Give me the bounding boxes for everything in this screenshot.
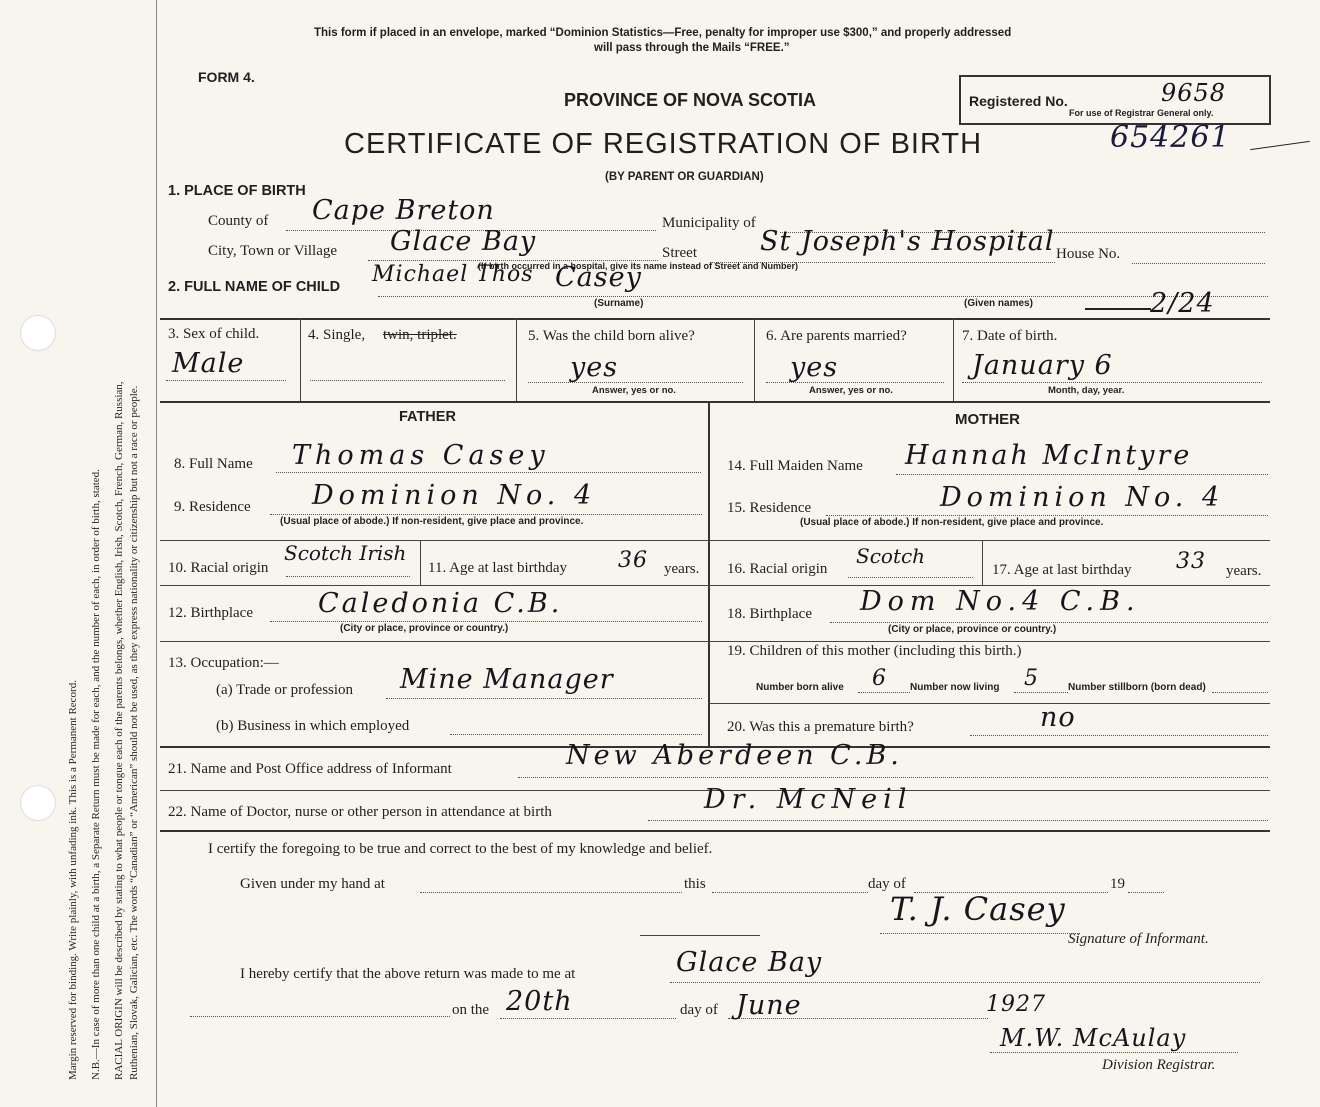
form-number: FORM 4. — [198, 69, 255, 85]
registrar-signature-line — [990, 1052, 1238, 1053]
alive-note: Answer, yes or no. — [592, 385, 676, 396]
envelope-note: This form if placed in an envelope, marked “Dominion Statistics—Free, penalty for improper use $300,” and properly addressed — [314, 27, 1012, 39]
father-racial-label: 10. Racial origin — [168, 560, 269, 576]
registrar-text: I hereby certify that the above return was made to me at — [240, 966, 576, 982]
child-name-label: 2. FULL NAME OF CHILD — [168, 279, 341, 295]
father-age-value: 36 — [618, 548, 648, 573]
mother-racial-value: Scotch — [856, 544, 926, 568]
this-day-line — [712, 892, 868, 893]
given-place-line — [420, 892, 682, 893]
dob-line — [962, 382, 1262, 383]
mother-years: years. — [1226, 563, 1262, 579]
mother-birthplace-line — [830, 622, 1268, 623]
father-name-label: 8. Full Name — [174, 456, 253, 472]
surname-note: (Surname) — [594, 298, 644, 309]
page-title: CERTIFICATE OF REGISTRATION OF BIRTH — [344, 128, 983, 160]
child-surname: Casey — [555, 262, 642, 293]
this-label: this — [684, 876, 706, 892]
alive-value: yes — [570, 352, 619, 383]
mother-residence-note: (Usual place of abode.) If non-resident, give place and province. — [800, 517, 1104, 528]
row-divider — [160, 641, 708, 642]
business-line — [450, 734, 702, 735]
row-divider — [160, 585, 708, 586]
sex-label: 3. Sex of child. — [168, 326, 260, 342]
place-of-birth-label: 1. PLACE OF BIRTH — [168, 183, 306, 199]
doctor-label: 22. Name of Doctor, nurse or other person in attendance at birth — [168, 804, 552, 820]
trade-label: (a) Trade or profession — [216, 682, 354, 698]
living-line — [1014, 692, 1068, 693]
alive-line — [528, 382, 743, 383]
street-label: Street — [662, 245, 697, 261]
dob-label: 7. Date of birth. — [962, 328, 1058, 344]
year-prefix: 19 — [1110, 876, 1125, 892]
mother-age-label: 17. Age at last birthday — [992, 562, 1132, 578]
child-given-names: Michael Thos — [372, 262, 534, 287]
mother-name-label: 14. Full Maiden Name — [727, 458, 863, 474]
mother-age-value: 33 — [1176, 549, 1206, 574]
house-label: House No. — [1056, 246, 1121, 262]
father-name-value: Thomas Casey — [292, 440, 550, 471]
mother-birthplace-label: 18. Birthplace — [727, 606, 812, 622]
day-line — [500, 1018, 676, 1019]
doctor-value: Dr. McNeil — [704, 784, 913, 815]
mother-racial-line — [848, 577, 973, 578]
certify-text: I certify the foregoing to be true and correct to the best of my knowledge and belief. — [208, 841, 713, 857]
registered-no-value: 9658 — [1161, 79, 1227, 107]
registrar-signature: M.W. McAulay — [1000, 1024, 1187, 1052]
single-label: 4. Single, — [308, 327, 366, 343]
row-divider — [708, 540, 1270, 541]
informant-value: New Aberdeen C.B. — [566, 740, 903, 771]
born-alive-line — [858, 692, 910, 693]
single-line — [310, 380, 505, 381]
col-divider — [953, 318, 954, 401]
stillborn-label: Number stillborn (born dead) — [1068, 682, 1206, 693]
informant-line — [518, 777, 1268, 778]
mother-residence-label: 15. Residence — [727, 500, 812, 516]
premature-value: no — [1040, 702, 1076, 733]
father-birthplace-note: (City or place, province or country.) — [340, 623, 509, 634]
margin-line-1: Margin reserved for binding. Write plainly, with unfading ink. This is a Permanent Record. — [67, 680, 79, 1080]
signature-line — [880, 933, 1080, 934]
mother-racial-label: 16. Racial origin — [727, 561, 828, 577]
mother-birthplace-note: (City or place, province or country.) — [888, 624, 1057, 635]
living-value: 5 — [1024, 666, 1039, 691]
child-name-line — [378, 296, 1268, 297]
on-the-label: on the — [452, 1002, 490, 1018]
premature-line — [970, 735, 1268, 736]
row-divider — [160, 401, 1270, 403]
born-alive-label: Number born alive — [756, 682, 844, 693]
trade-value: Mine Manager — [400, 664, 614, 695]
col-divider — [754, 318, 755, 401]
margin-instructions — [66, 40, 156, 1080]
given-names-note: (Given names) — [964, 298, 1033, 309]
col-divider — [982, 540, 983, 585]
sex-line — [166, 380, 286, 381]
day-of-label: day of — [868, 876, 906, 892]
mother-name-value: Hannah McIntyre — [905, 440, 1193, 471]
given-label: Given under my hand at — [240, 876, 385, 892]
registration-day: 20th — [506, 986, 573, 1017]
father-heading: FATHER — [399, 409, 456, 425]
father-racial-value: Scotch Irish — [284, 541, 407, 565]
col-divider — [516, 318, 517, 401]
father-residence-line — [270, 514, 702, 515]
father-name-line — [276, 472, 701, 473]
informant-signature: T. J. Casey — [890, 890, 1066, 928]
year-line — [1128, 892, 1164, 893]
dob-value: January 6 — [972, 350, 1113, 381]
premature-label: 20. Was this a premature birth? — [727, 719, 914, 735]
registrar-place: Glace Bay — [676, 947, 823, 978]
registered-number-box — [959, 75, 1271, 125]
twin-triplet-struck: twin, triplet. — [383, 327, 457, 343]
trade-line — [386, 698, 702, 699]
municipality-label: Municipality of — [662, 215, 756, 231]
stamp-tail — [1250, 141, 1310, 150]
business-label: (b) Business in which employed — [216, 718, 410, 734]
margin-line-3: RACIAL ORIGIN will be described by stating to what people or tongue each of the parents belongs, whether English, Irish, Scotch, French, German, Russian, — [113, 381, 125, 1080]
mother-name-line — [896, 474, 1268, 475]
informant-label: 21. Name and Post Office address of Informant — [168, 761, 452, 777]
father-birthplace-value: Caledonia C.B. — [318, 588, 563, 619]
registration-month: June — [736, 990, 802, 1021]
city-value: Glace Bay — [390, 226, 537, 257]
occupation-label: 13. Occupation:— — [168, 655, 279, 671]
parent-column-divider — [708, 401, 710, 746]
row-divider — [160, 318, 1270, 320]
row-divider — [708, 703, 1270, 704]
father-birthplace-line — [270, 621, 702, 622]
row-divider — [160, 830, 1270, 832]
married-value: yes — [790, 352, 839, 383]
day-of-label-2: day of — [680, 1002, 718, 1018]
living-label: Number now living — [910, 682, 1000, 693]
born-alive-value: 6 — [872, 666, 887, 691]
city-label: City, Town or Village — [208, 243, 338, 259]
children-label: 19. Children of this mother (including this birth.) — [727, 643, 1022, 659]
sex-value: Male — [172, 348, 245, 379]
binding-hole — [20, 315, 56, 351]
division-registrar-label: Division Registrar. — [1102, 1057, 1216, 1073]
page-subtitle: (BY PARENT OR GUARDIAN) — [605, 171, 764, 183]
registered-no-note: For use of Registrar General only. — [1069, 108, 1214, 118]
leading-line — [190, 1016, 450, 1017]
father-residence-label: 9. Residence — [174, 499, 251, 515]
row-divider — [708, 641, 1270, 642]
alive-label: 5. Was the child born alive? — [528, 328, 695, 344]
margin-line-2: N.B.—In case of more than one child at a birth, a Separate Return must be made for each, and the number of each, in order of birth, stated. — [90, 469, 102, 1080]
father-years: years. — [664, 561, 700, 577]
margin-rule — [156, 0, 157, 1107]
county-value: Cape Breton — [312, 195, 495, 226]
signature-label: Signature of Informant. — [1068, 931, 1209, 947]
father-age-label: 11. Age at last birthday — [428, 560, 567, 576]
doctor-line — [648, 820, 1268, 821]
binding-hole — [20, 785, 56, 821]
house-line — [1132, 263, 1265, 264]
street-value: St Joseph's Hospital — [760, 226, 1055, 257]
child-ref-number: 2/24 — [1150, 288, 1215, 319]
father-racial-line — [286, 576, 410, 577]
registration-year: 1927 — [986, 992, 1046, 1017]
father-birthplace-label: 12. Birthplace — [168, 605, 253, 621]
stillborn-line — [1212, 692, 1268, 693]
registered-no-label: Registered No. — [969, 93, 1068, 109]
province-heading: PROVINCE OF NOVA SCOTIA — [564, 90, 817, 110]
col-divider — [300, 318, 301, 401]
county-label: County of — [208, 213, 269, 229]
father-residence-value: Dominion No. 4 — [312, 480, 597, 511]
hospital-note: (If birth occurred in a hospital, give its name instead of Street and Number) — [478, 261, 799, 271]
stamp-number: 654261 — [1110, 120, 1231, 155]
row-divider — [160, 540, 708, 541]
mother-residence-line — [826, 515, 1268, 516]
mother-residence-value: Dominion No. 4 — [940, 482, 1225, 513]
married-label: 6. Are parents married? — [766, 328, 907, 344]
married-note: Answer, yes or no. — [809, 385, 893, 396]
mother-birthplace-value: Dom No.4 C.B. — [860, 586, 1141, 617]
envelope-note-2: will pass through the Mails “FREE.” — [594, 42, 790, 54]
mother-heading: MOTHER — [955, 411, 1020, 428]
dob-note: Month, day, year. — [1048, 385, 1125, 396]
margin-line-4: Ruthenian, Slovak, Galician, etc. The words “Canadian” or “American” should not be used, as they express nationality or citizenship but not a race or people. — [128, 385, 140, 1080]
registrar-place-line — [670, 982, 1260, 983]
col-divider — [420, 540, 421, 585]
separator-rule — [640, 935, 760, 936]
ref-strike — [1085, 308, 1151, 310]
father-residence-note: (Usual place of abode.) If non-resident, give place and province. — [280, 516, 584, 527]
